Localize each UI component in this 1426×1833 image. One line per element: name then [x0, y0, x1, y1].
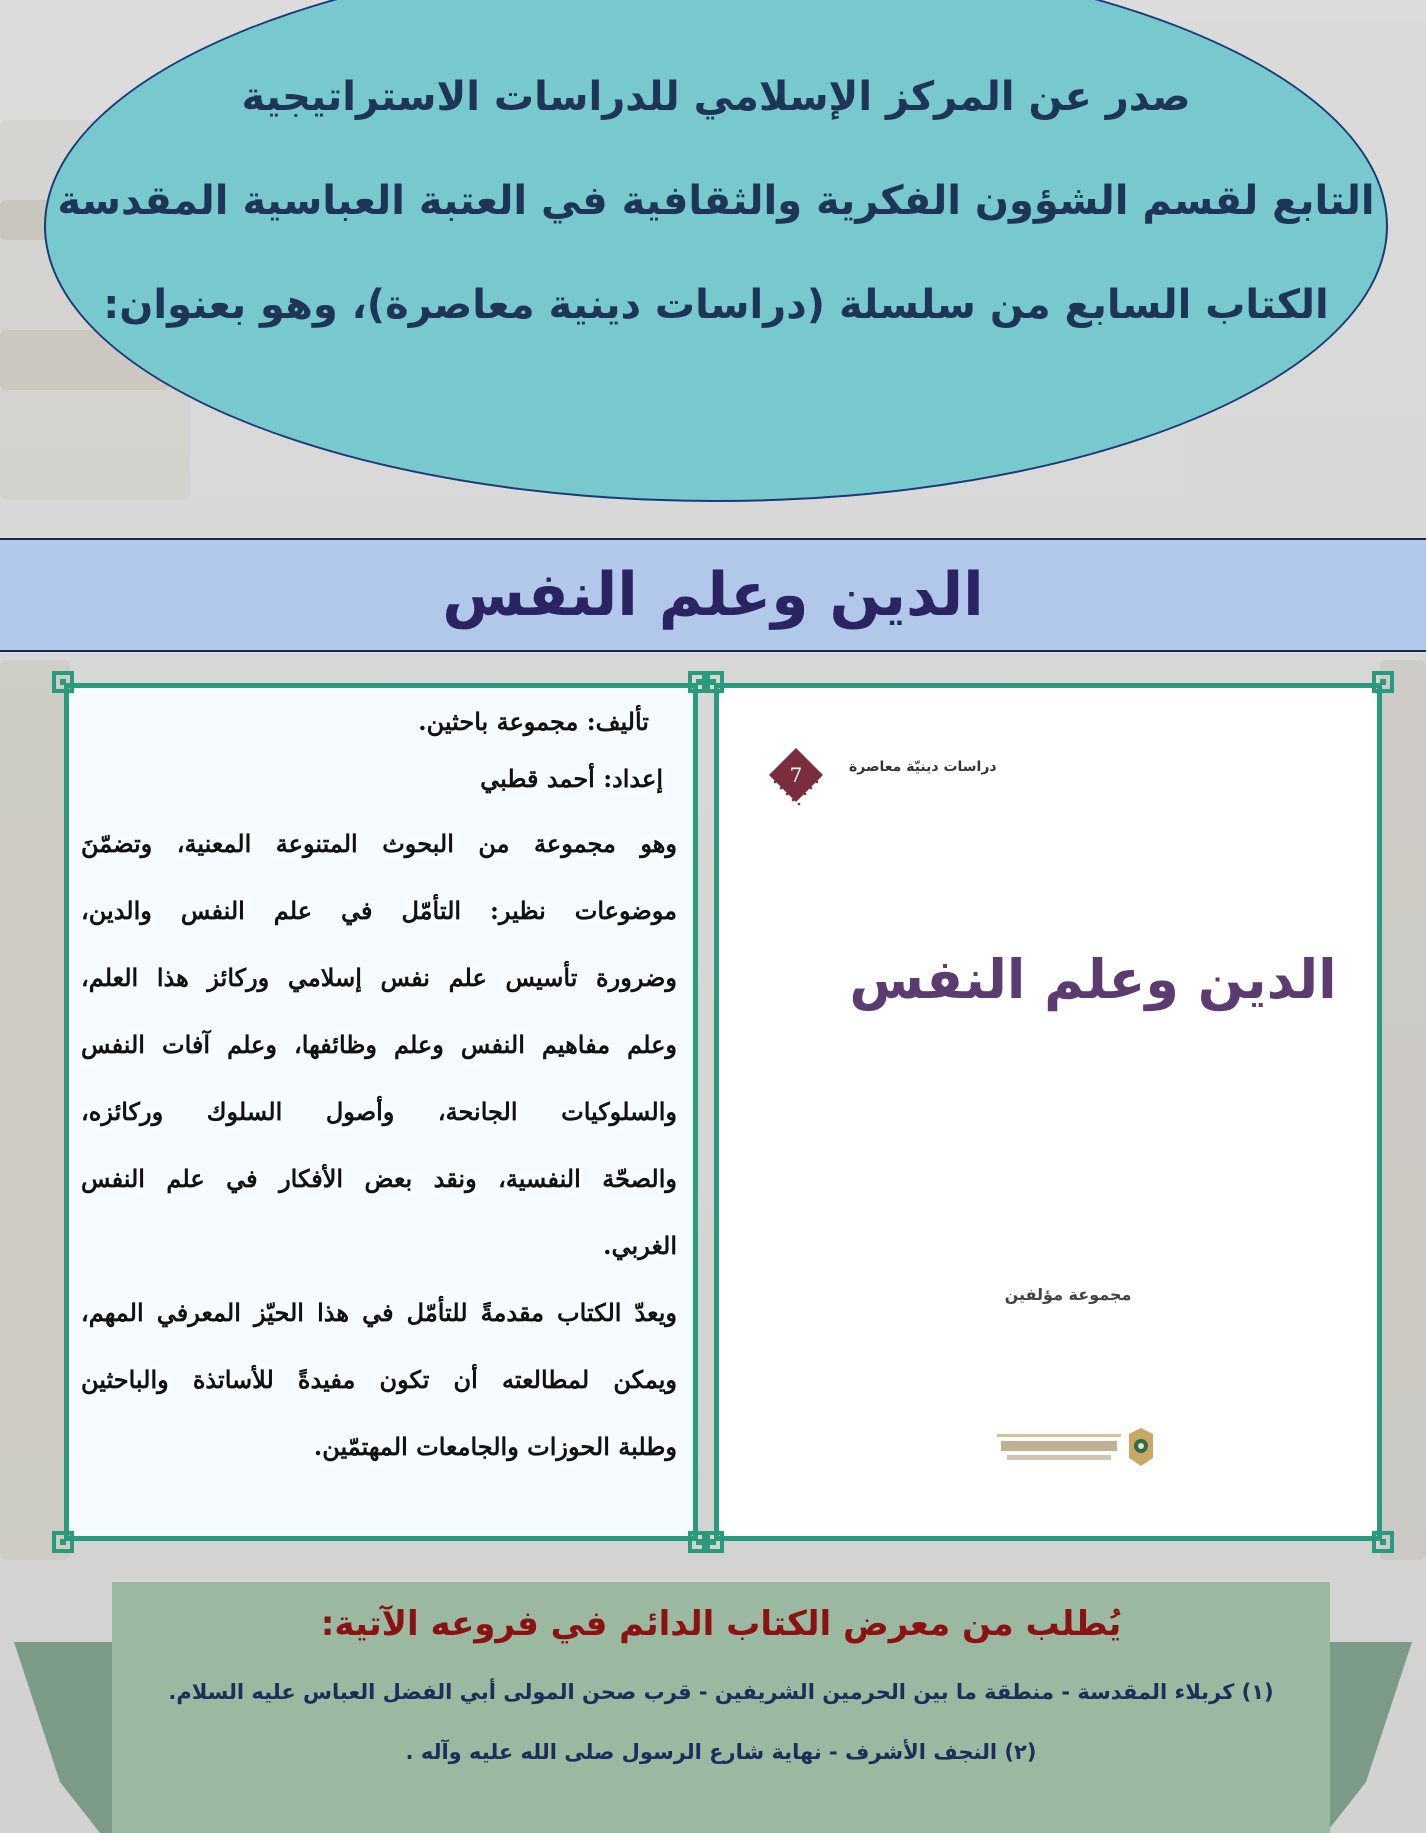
description-line: والسلوكيات الجانحة، وأصول السلوك وركائزه، [81, 1097, 677, 1126]
frame-corner-ornament [702, 671, 724, 693]
description-line: ويمكن لمطالعته أن تكون مفيدةً للأساتذة والباحثين [81, 1365, 677, 1394]
publisher-line-3: الكتاب السابع من سلسلة (دراسات دينية معاصرة)، وهو بعنوان: [103, 282, 1329, 328]
series-number-badge [765, 746, 827, 808]
cover-author: مجموعة مؤلفين [1004, 1285, 1132, 1304]
description-line: وضرورة تأسيس علم نفس إسلامي وركائز هذا العلم، [81, 963, 677, 992]
description-text [81, 696, 677, 1480]
availability-box [112, 1582, 1330, 1833]
author-line: تأليف: مجموعة باحثين. [418, 707, 649, 736]
branch-line-najaf: (٢) النجف الأشرف - نهاية شارع الرسول صلى الله عليه وآله . [405, 1740, 1037, 1764]
description-line: ويعدّ الكتاب مقدمةً للتأمّل في هذا الحيّز المعرفي المهم، [81, 1298, 677, 1327]
cover-title: الدين وعلم النفس [849, 948, 1337, 1011]
series-number: 7 [789, 763, 803, 787]
book-cover-panel [714, 683, 1382, 1541]
publisher-line-2: التابع لقسم الشؤون الفكرية والثقافية في العتبة العباسية المقدسة [57, 178, 1375, 224]
frame-corner-ornament [1372, 671, 1394, 693]
frame-corner-ornament [52, 1531, 74, 1553]
book-title: الدين وعلم النفس [442, 560, 984, 630]
book-title-band [0, 538, 1426, 652]
shrine-logo-icon [1129, 1428, 1153, 1466]
frame-corner-ornament [52, 671, 74, 693]
frame-corner-ornament [702, 1531, 724, 1553]
description-line: وطلبة الحوزات والجامعات المهتمّين. [313, 1432, 677, 1461]
description-line: وعلم مفاهيم النفس وعلم وظائفها، وعلم آفات النفس [81, 1030, 677, 1059]
publisher-line-1: صدر عن المركز الإسلامي للدراسات الاستراتيجية [241, 74, 1191, 120]
editor-line: إعداد: أحمد قطبي [480, 764, 663, 793]
series-label: دراسات دينيّة معاصرة [849, 759, 997, 775]
description-line: موضوعات نظير: التأمّل في علم النفس والدين، [81, 896, 677, 925]
availability-heading: يُطلب من معرض الكتاب الدائم في فروعه الآتية: [320, 1604, 1122, 1644]
branch-line-karbala: (١) كربلاء المقدسة - منطقة ما بين الحرمين الشريفين - قرب صحن المولى أبي الفضل العباس عليه السلام. [168, 1680, 1274, 1704]
availability-ribbon [0, 1582, 1426, 1833]
frame-corner-ornament [1372, 1531, 1394, 1553]
publisher-logo [989, 1424, 1159, 1474]
description-panel [64, 683, 698, 1541]
description-line: والصحّة النفسية، ونقد بعض الأفكار في علم النفس [81, 1164, 677, 1193]
description-line: الغربي. [603, 1231, 677, 1260]
description-line: وهو مجموعة من البحوث المتنوعة المعنية، وتضمّنَ [81, 829, 677, 858]
